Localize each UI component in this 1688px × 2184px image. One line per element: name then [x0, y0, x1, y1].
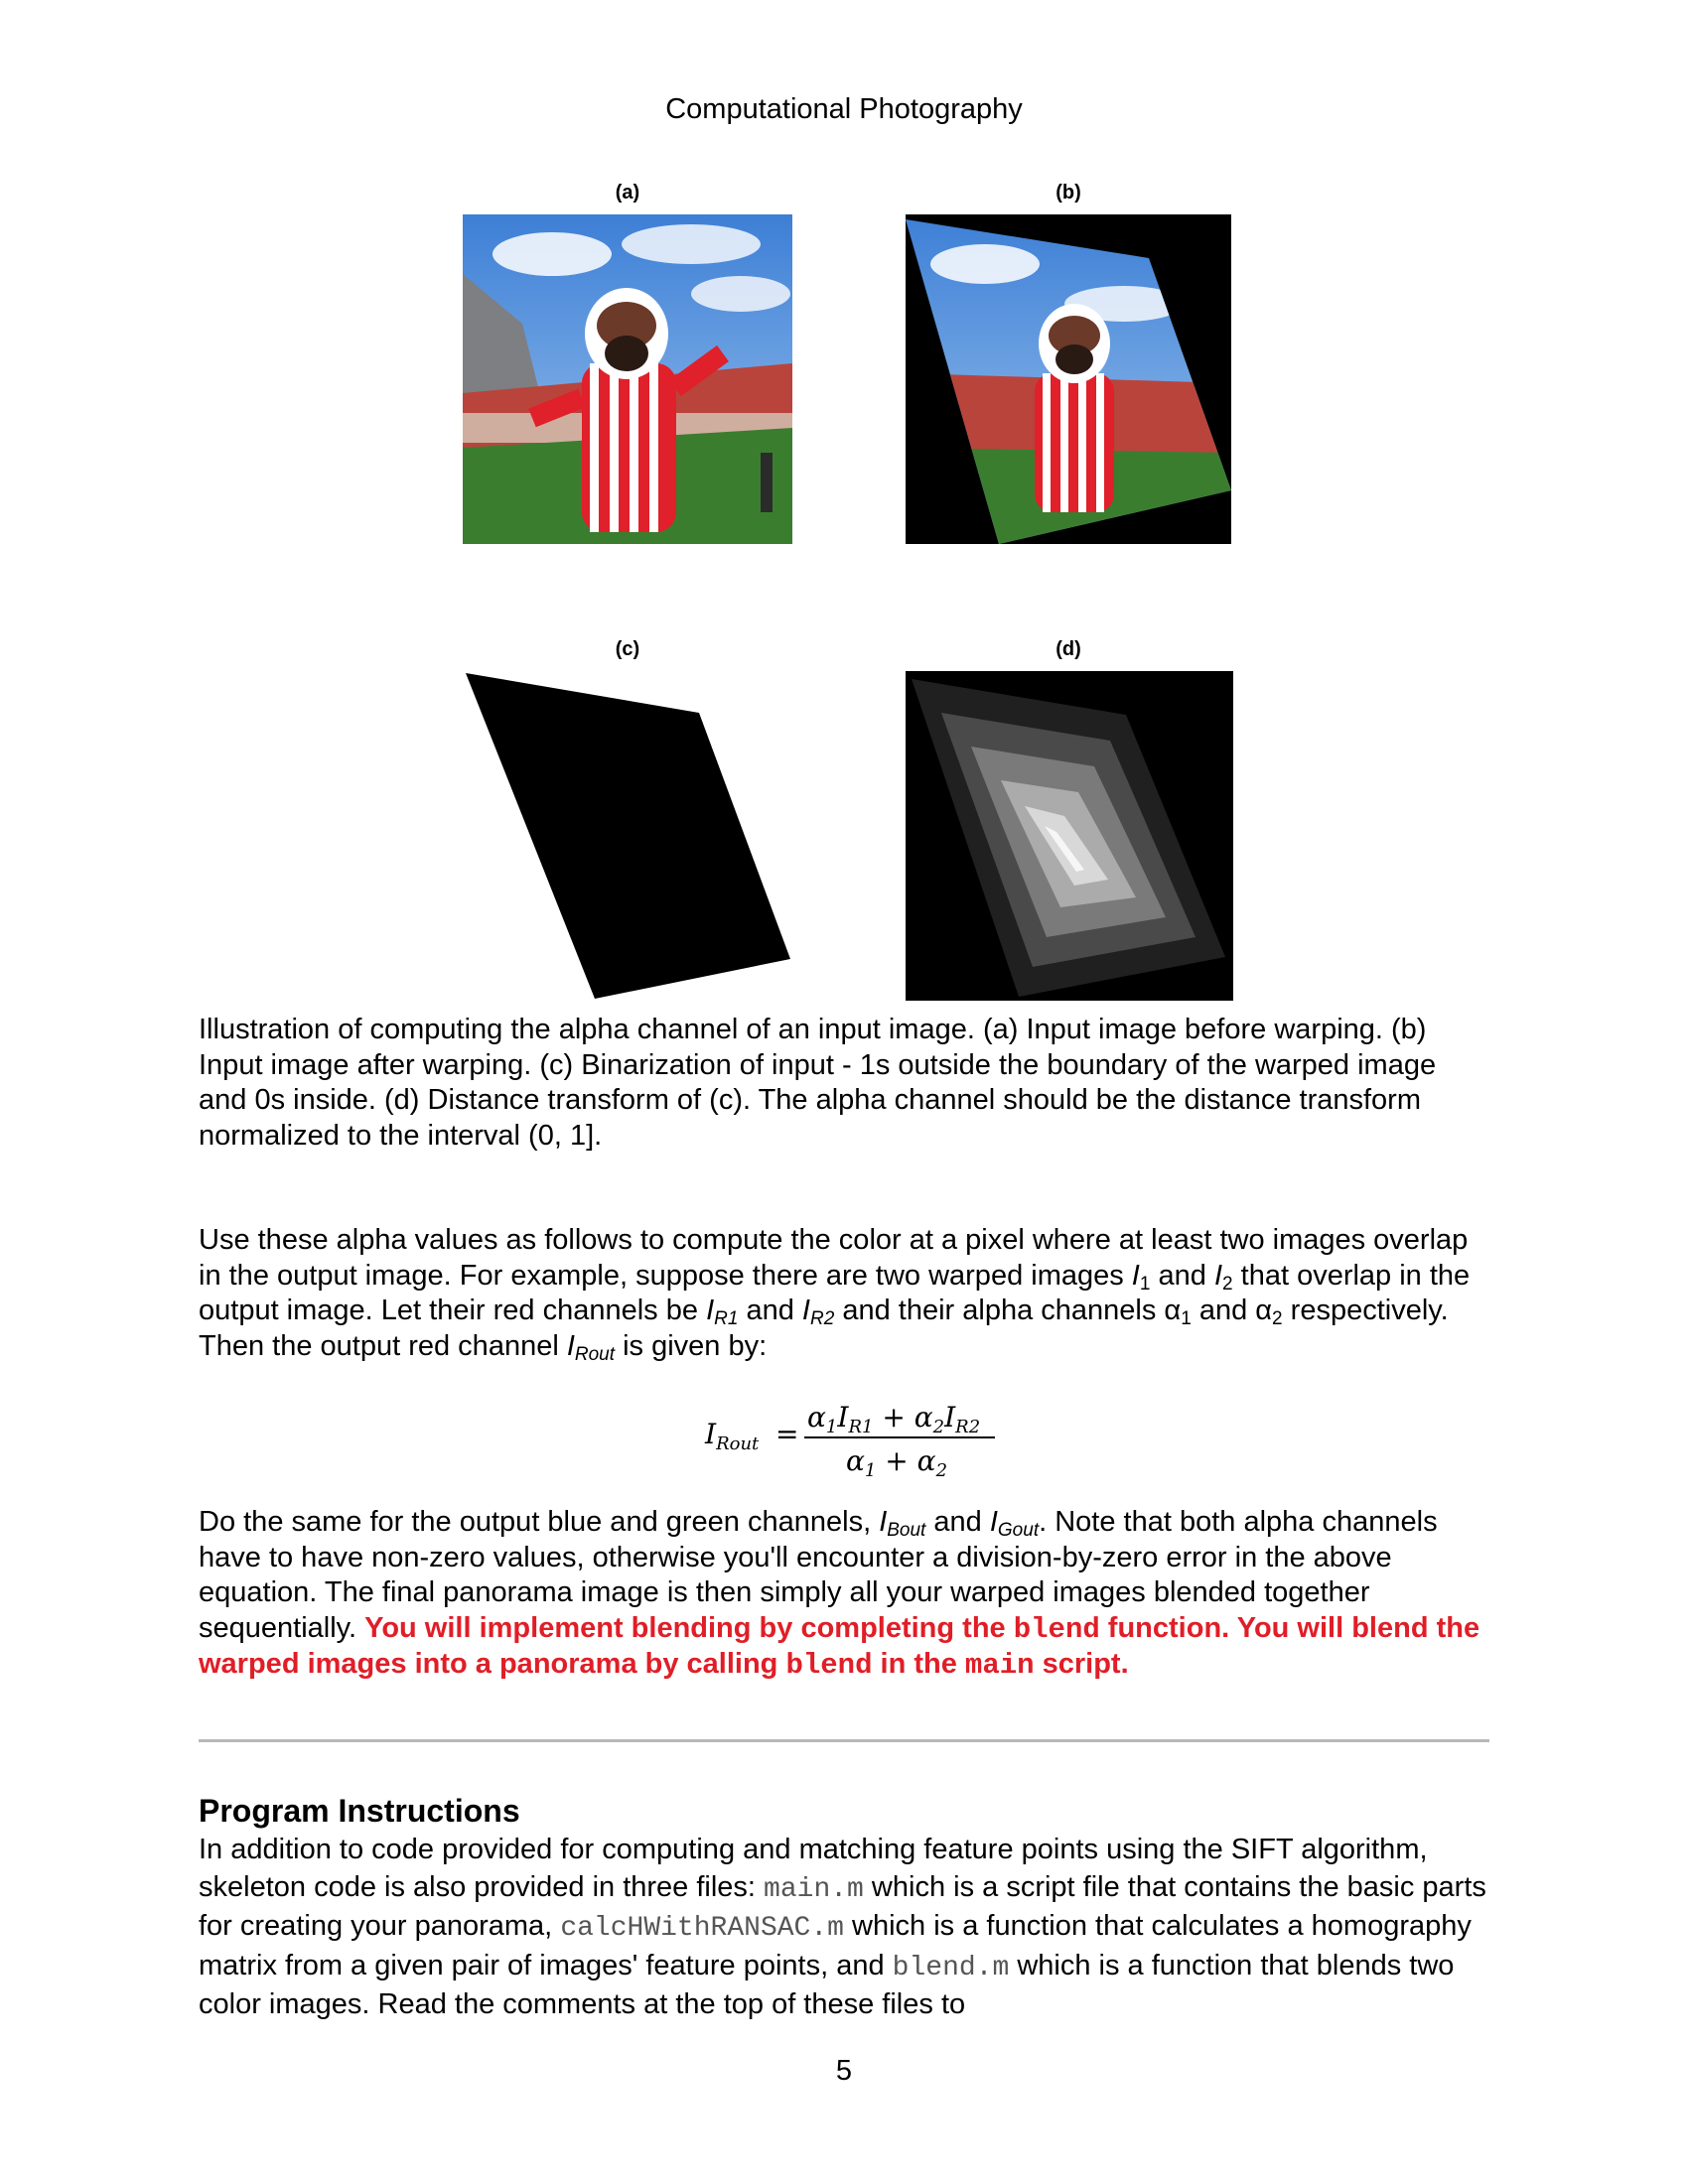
section-heading: Program Instructions: [199, 1793, 520, 1829]
code-blend: blend: [1013, 1612, 1100, 1646]
file-calchwithransac-m: calcHWithRANSAC.m: [560, 1913, 844, 1944]
instruction-highlight: You will implement blending by completing the blend function. You will blend the warped images into a panorama by calling blend in the main script.: [199, 1611, 1480, 1682]
blending-paragraph: Do the same for the output blue and green channels, $I_{Bout}$ and $I_{Gout}$. Note that both alpha channels have to have non-zero values, otherwise you'll encounter a division-by-zero error in the above equation. The final panorama image is then simply all your warped images blended together sequentially. You will implement blending by completing the blend function. You will blend the warped images into a panorama by calling blend in the main script.: [199, 1506, 1480, 1682]
panel-label-d: (d): [1055, 638, 1081, 660]
binary-mask-icon: [463, 671, 792, 1001]
equation-denominator: $\alpha_1 + \alpha_2$: [846, 1444, 948, 1481]
page-number: 5: [835, 2055, 853, 2087]
section-divider: [199, 1739, 1489, 1742]
code-main: main: [964, 1649, 1035, 1682]
file-main-m: main.m: [764, 1873, 864, 1905]
alpha-usage-paragraph: Use these alpha values as follows to compute the color at a pixel where at least two images overlap in the output image. For example, suppose there are two warped images $I_1$ and $I_2$ that overlap in the output image. Let their red channels be $I_{R1}$ and $I_{R2}$ and their alpha channels $\alpha_1$ and $\alpha_2$ respectively. Then the output red channel $I_{Rout}$ is given by:: [199, 1224, 1471, 1365]
figure-caption: Illustration of computing the alpha channel of an input image. (a) Input image before warping. (b) Input image after warping. (c) Binarization of input - 1s outside the boundary of the warped image and 0s inside. (d) Distance transform of (c). The alpha channel should be the distance transform normalized to the interval (0, 1].: [199, 1014, 1437, 1152]
equation-numerator: $\alpha_1I_{R1} + \alpha_2I_{R2}$: [807, 1401, 981, 1437]
panel-label-a: (a): [615, 182, 640, 204]
equation-equals: =: [775, 1418, 799, 1450]
fraction-bar: [804, 1436, 995, 1438]
distance-transform-icon: [906, 671, 1233, 1001]
program-instructions-paragraph: In addition to code provided for computing and matching feature points using the SIFT algorithm, skeleton code is also provided in three files: main.m which is a script file that contains the basic parts for creating your panorama, calcHWithRANSAC.m which is a function that calculates a homography matrix from a given pair of images' feature points, and blend.m which is a function that blends two color images. Read the comments at the top of these files to: [199, 1834, 1486, 2020]
file-blend-m: blend.m: [892, 1952, 1010, 1983]
equation-lhs: $I_{Rout}$: [705, 1418, 760, 1454]
code-blend-call: blend: [785, 1649, 873, 1682]
panel-label-b: (b): [1055, 182, 1081, 204]
blend-equation: [705, 1401, 1003, 1480]
photo-mascot-stadium-icon: [463, 214, 792, 544]
panel-label-c: (c): [615, 638, 640, 660]
photo-warped-mascot-icon: [906, 214, 1231, 544]
running-header: Computational Photography: [665, 93, 1023, 125]
